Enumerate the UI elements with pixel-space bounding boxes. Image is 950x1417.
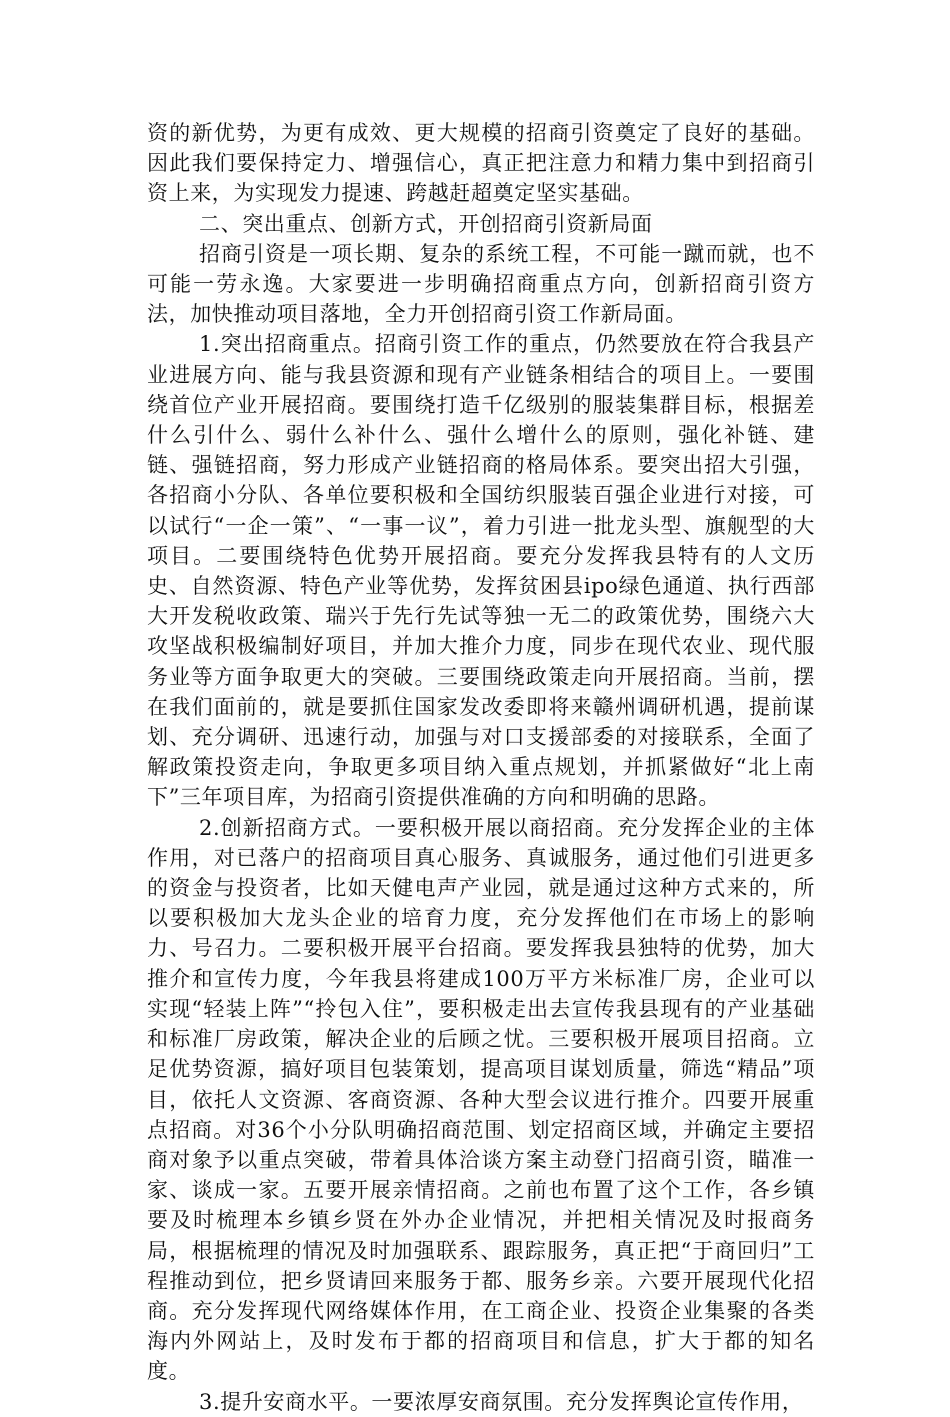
document-body	[147, 118, 815, 1417]
paragraph-continuation: 资的新优势，为更有成效、更大规模的招商引资奠定了良好的基础。因此我们要保持定力、增强信心，真正把注意力和精力集中到招商引资上来，为实现发力提速、跨越赶超奠定坚实基础。	[147, 121, 815, 206]
paragraph-item-3: 3.提升安商水平。一要浓厚安商氛围。充分发挥舆论宣传作用，	[199, 1389, 804, 1414]
paragraph-item-1: 1.突出招商重点。招商引资工作的重点，仍然要放在符合我县产业进展方向、能与我县资源和现有产业链条相结合的项目上。一要围绕首位产业开展招商。要围绕打造千亿级别的服装集群目标，根据差什么引什么、弱什么补什么、强什么增什么的原则，强化补链、建链、强链招商，努力形成产业链招商的格局体系。要突出招大引强，各招商小分队、各单位要积极和全国纺织服装百强企业进行对接，可以试行“一企一策”、“一事一议”，着力引进一批龙头型、旗舰型的大项目。二要围绕特色优势开展招商。要充分发挥我县特有的人文历史、自然资源、特色产业等优势，发挥贫困县ipo绿色通道、执行西部大开发税收政策、瑞兴于先行先试等独一无二的政策优势，围绕六大攻坚战积极编制好项目，并加大推介力度，同步在现代农业、现代服务业等方面争取更大的突破。三要围绕政策走向开展招商。当前，摆在我们面前的，就是要抓住国家发改委即将来赣州调研机遇，提前谋划、充分调研、迅速行动，加强与对口支援部委的对接联系，全面了解政策投资走向，争取更多项目纳入重点规划，并抓紧做好“北上南下”三年项目库，为招商引资提供准确的方向和明确的思路。	[147, 332, 815, 810]
paragraph-item-2: 2.创新招商方式。一要积极开展以商招商。充分发挥企业的主体作用，对已落户的招商项目真心服务、真诚服务，通过他们引进更多的资金与投资者，比如天健电声产业园，就是通过这种方式来的，所以要积极加大龙头企业的培育力度，充分发挥他们在市场上的影响力、号召力。二要积极开展平台招商。要发挥我县独特的优势，加大推介和宣传力度，今年我县将建成100万平方米标准厂房，企业可以实现“轻装上阵”“拎包入住”，要积极走出去宣传我县现有的产业基础和标准厂房政策，解决企业的后顾之忧。三要积极开展项目招商。立足优势资源，搞好项目包装策划，提高项目谋划质量，筛选“精品”项目，依托人文资源、客商资源、各种大型会议进行推介。四要开展重点招商。对36个小分队明确招商范围、划定招商区域，并确定主要招商对象予以重点突破，带着具体洽谈方案主动登门招商引资，瞄准一家、谈成一家。五要开展亲情招商。之前也布置了这个工作，各乡镇要及时梳理本乡镇乡贤在外办企业情况，并把相关情况及时报商务局，根据梳理的情况及时加强联系、跟踪服务，真正把“于商回归”工程推动到位，把乡贤请回来服务于都、服务乡亲。六要开展现代化招商。充分发挥现代网络媒体作用，在工商企业、投资企业集聚的各类海内外网站上，及时发布于都的招商项目和信息，扩大于都的知名度。	[147, 815, 815, 1384]
section-heading: 二、突出重点、创新方式，开创招商引资新局面	[199, 211, 653, 236]
paragraph-intro: 招商引资是一项长期、复杂的系统工程，不可能一蹴而就，也不可能一劳永逸。大家要进一步明确招商重点方向，创新招商引资方法，加快推动项目落地，全力开创招商引资工作新局面。	[147, 241, 815, 327]
